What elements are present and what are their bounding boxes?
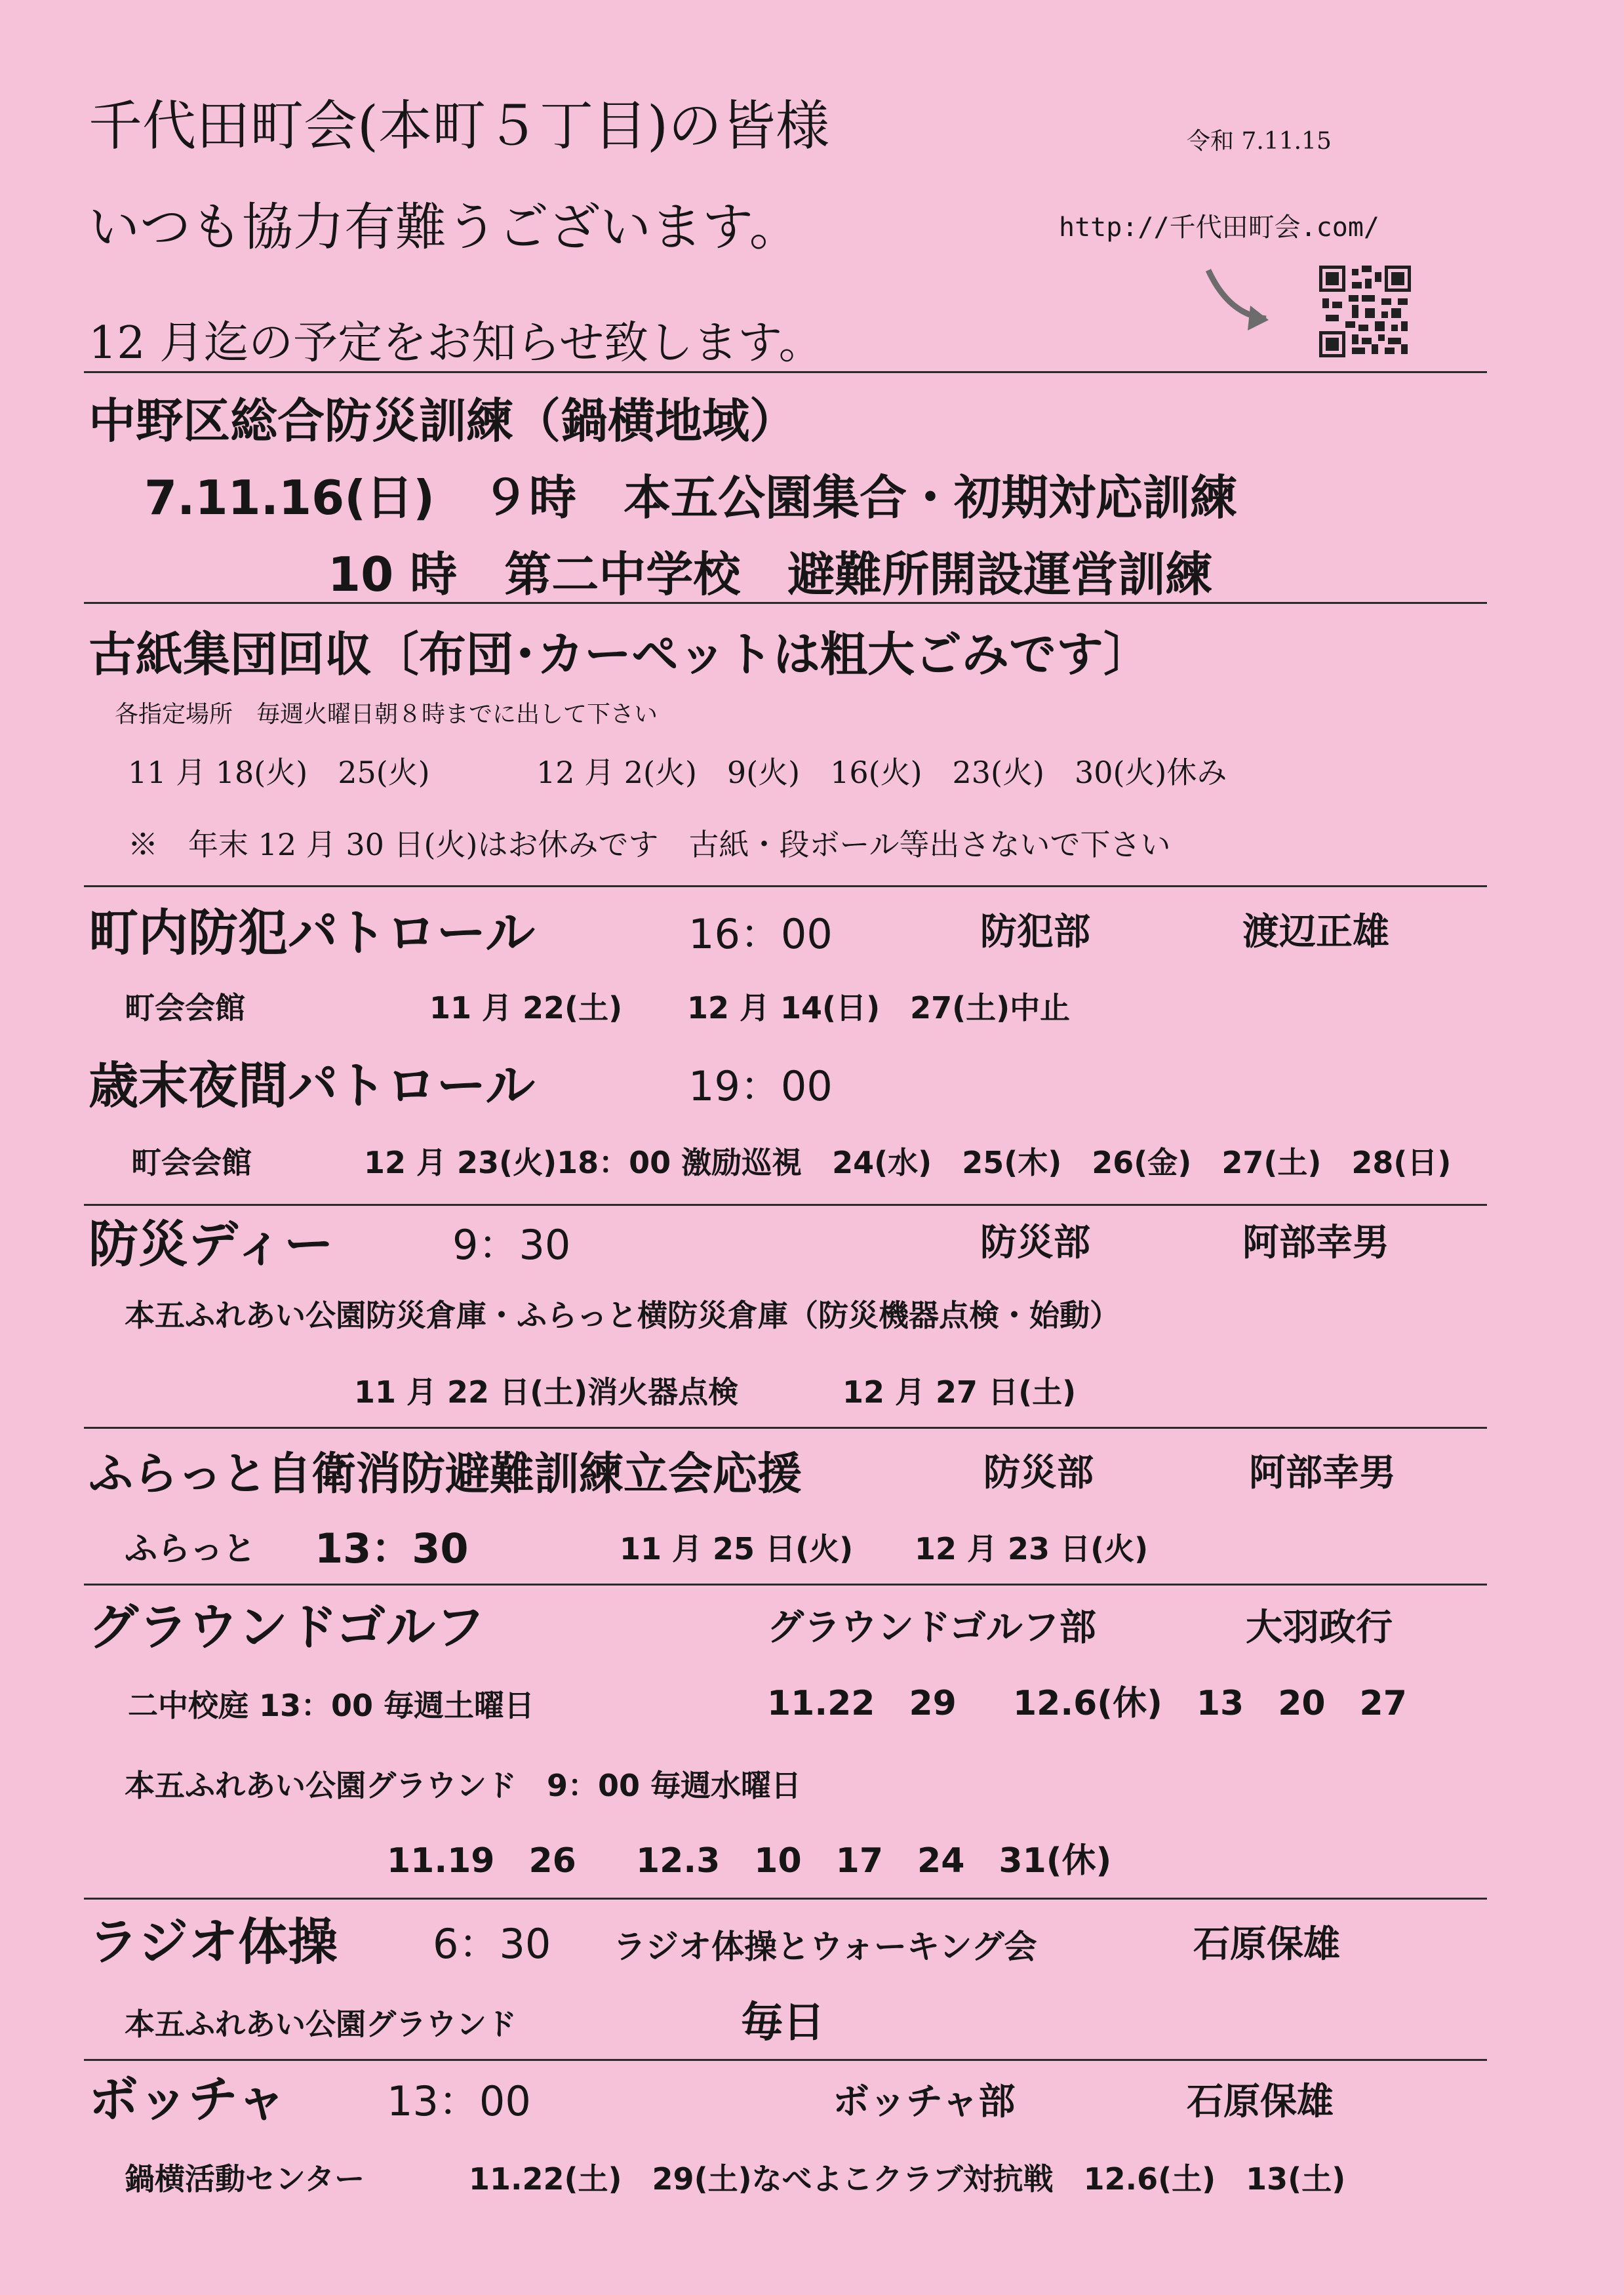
divider bbox=[84, 1898, 1487, 1900]
disaster-day-dept: 防災部 bbox=[980, 1222, 1090, 1264]
crime-patrol-date-2: 12 月 14(日) 27(土)中止 bbox=[687, 990, 1071, 1026]
boccia-dept: ボッチャ部 bbox=[833, 2081, 1016, 2123]
radio-person: 石原保雄 bbox=[1193, 1923, 1340, 1966]
issue-date: 令和 7.11.15 bbox=[1187, 128, 1332, 155]
ground-golf-title: グラウンドゴルフ bbox=[89, 1598, 485, 1656]
radio-place: 本五ふれあい公園グラウンド bbox=[125, 2006, 517, 2042]
divider bbox=[84, 602, 1487, 604]
greeting-line: 千代田町会(本町５丁目)の皆様 bbox=[89, 95, 829, 157]
drill-line-1: 7.11.16(日) ９時 本五公園集合・初期対応訓練 bbox=[144, 470, 1238, 525]
night-patrol-dates: 12 月 23(火)18：00 激励巡視 24(水) 25(木) 26(金) 27(土) 28(日) bbox=[364, 1145, 1452, 1180]
crime-patrol-dept: 防犯部 bbox=[980, 911, 1090, 953]
ground-golf-place-2: 本五ふれあい公園グラウンド 9：00 毎週水曜日 bbox=[125, 1768, 802, 1803]
boccia-place: 鍋横活動センター bbox=[125, 2161, 365, 2197]
ground-golf-dept: グラウンドゴルフ部 bbox=[767, 1606, 1096, 1649]
drill-title: 中野区総合防災訓練（鍋横地域） bbox=[89, 393, 797, 449]
disaster-day-person: 阿部幸男 bbox=[1242, 1222, 1389, 1264]
paper-remark: ※ 年末 12 月 30 日(火)はお休みです 古紙・段ボール等出さないで下さい bbox=[128, 827, 1171, 862]
ground-golf-person: 大羽政行 bbox=[1246, 1606, 1393, 1649]
evac-title: ふらっと自衛消防避難訓練立会応援 bbox=[89, 1448, 802, 1500]
evac-date-2: 12 月 23 日(火) bbox=[915, 1531, 1149, 1567]
ground-golf-place-1: 二中校庭 13：00 毎週土曜日 bbox=[128, 1688, 535, 1723]
radio-time: 6：30 bbox=[433, 1920, 551, 1968]
divider bbox=[84, 2059, 1487, 2061]
ground-golf-dates-1a: 11.22 29 bbox=[767, 1684, 957, 1723]
arrow-icon bbox=[1203, 262, 1275, 334]
drill-line-2: 10 時 第二中学校 避難所開設運営訓練 bbox=[328, 547, 1213, 602]
paper-note: 各指定場所 毎週火曜日朝８時までに出して下さい bbox=[115, 701, 658, 728]
crime-patrol-title: 町内防犯パトロール bbox=[89, 904, 535, 962]
radio-title: ラジオ体操 bbox=[89, 1913, 338, 1971]
divider bbox=[84, 1584, 1487, 1586]
crime-patrol-time: 16：00 bbox=[688, 910, 833, 958]
disaster-day-time: 9：30 bbox=[452, 1221, 571, 1269]
crime-patrol-date-1: 11 月 22(土) bbox=[429, 990, 623, 1026]
ground-golf-dates-2a: 11.19 26 bbox=[387, 1841, 576, 1881]
divider bbox=[84, 1204, 1487, 1206]
intro-line: 12 月迄の予定をお知らせ致します。 bbox=[89, 317, 823, 369]
night-patrol-place: 町会会館 bbox=[131, 1145, 252, 1180]
thanks-line: いつも協力有難うございます。 bbox=[89, 198, 801, 257]
disaster-day-place: 本五ふれあい公園防災倉庫・ふらっと横防災倉庫（防災機器点検・始動） bbox=[125, 1298, 1120, 1333]
paper-dates-nov: 11 月 18(火) 25(火) bbox=[128, 755, 430, 790]
crime-patrol-person: 渡辺正雄 bbox=[1242, 911, 1389, 953]
night-patrol-time: 19：00 bbox=[688, 1062, 833, 1110]
evac-date-1: 11 月 25 日(火) bbox=[620, 1531, 854, 1567]
disaster-day-date-2: 12 月 27 日(土) bbox=[842, 1374, 1077, 1410]
evac-time: 13：30 bbox=[315, 1525, 469, 1572]
evac-place: ふらっと bbox=[125, 1530, 256, 1568]
divider bbox=[84, 371, 1487, 373]
evac-dept: 防災部 bbox=[983, 1452, 1094, 1494]
crime-patrol-place: 町会会館 bbox=[125, 990, 245, 1026]
ground-golf-dates-1b: 12.6(休) 13 20 27 bbox=[1013, 1684, 1407, 1723]
divider bbox=[84, 1427, 1487, 1429]
boccia-person: 石原保雄 bbox=[1187, 2081, 1334, 2123]
evac-person: 阿部幸男 bbox=[1249, 1452, 1396, 1494]
boccia-time: 13：00 bbox=[387, 2077, 531, 2125]
boccia-title: ボッチャ bbox=[89, 2070, 287, 2128]
disaster-day-title: 防災ディー bbox=[89, 1215, 334, 1273]
website-url[interactable]: http://千代田町会.com/ bbox=[1059, 212, 1379, 243]
qr-code-icon[interactable] bbox=[1319, 266, 1411, 357]
paper-title: 古紙集団回収〔布団･カーペットは粗大ごみです〕 bbox=[89, 627, 1151, 682]
boccia-dates: 11.22(土) 29(土)なべよこクラブ対抗戦 12.6(土) 13(土) bbox=[469, 2161, 1346, 2197]
night-patrol-title: 歳末夜間パトロール bbox=[89, 1056, 535, 1115]
divider bbox=[84, 885, 1487, 887]
ground-golf-dates-2b: 12.3 10 17 24 31(休) bbox=[636, 1841, 1112, 1881]
radio-frequency: 毎日 bbox=[741, 1999, 825, 2047]
radio-dept: ラジオ体操とウォーキング会 bbox=[613, 1928, 1037, 1966]
paper-dates-dec: 12 月 2(火) 9(火) 16(火) 23(火) 30(火)休み bbox=[536, 755, 1227, 790]
disaster-day-date-1: 11 月 22 日(土)消火器点検 bbox=[354, 1374, 739, 1410]
